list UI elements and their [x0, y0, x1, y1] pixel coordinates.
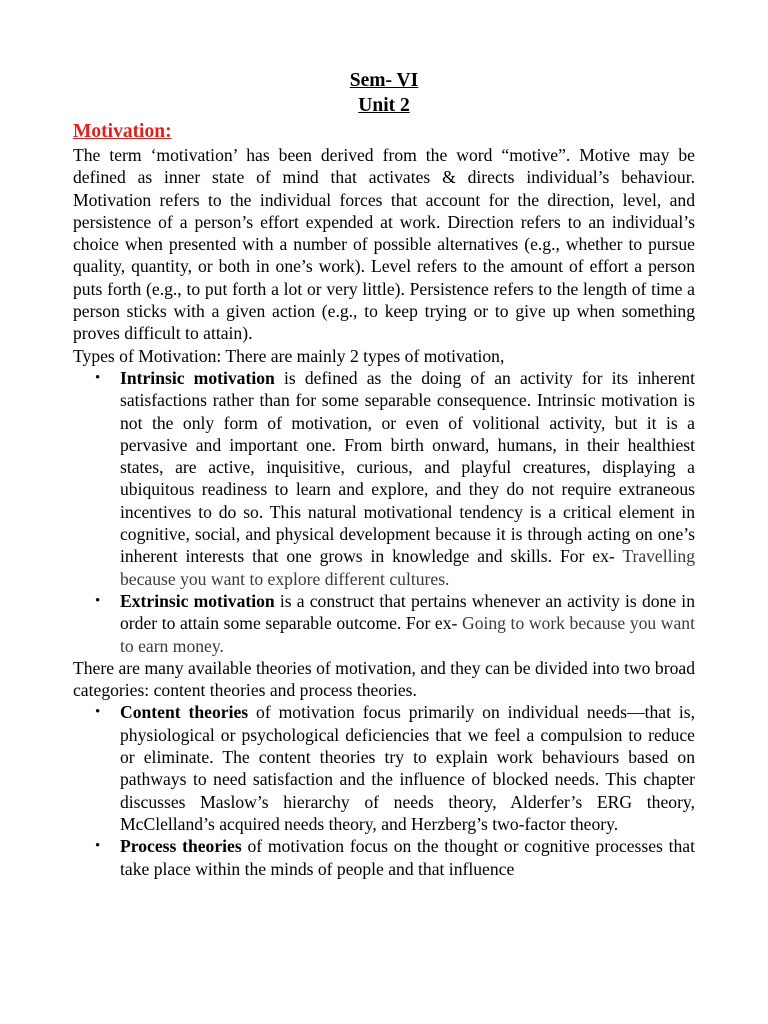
extrinsic-example: Going to work because you want to earn money.: [120, 613, 695, 656]
unit-heading: Unit 2: [358, 95, 410, 116]
term-process-theories: Process theories: [120, 836, 242, 857]
list-item-process-theories: [120, 835, 695, 880]
intrinsic-text: is defined as the doing of an activity for its inherent satisfactions rather than for some separable consequence. Intrinsic motivation is not the only form of motivation, or even of volitional activity, but it is a pervasive and important one. From birth onward, humans, in their healthiest states, are active, inquisitive, curious, and playful creatures, displaying a ubiquitous readiness to learn and explore, and they do not require extraneous incentives to do so. This natural motivational tendency is a critical element in cognitive, social, and physical development because it is through acting on one’s inherent interests that one grows in knowledge and skills. For ex-: [120, 367, 695, 567]
list-item-content-theories: [120, 701, 695, 835]
document-page: [73, 68, 695, 880]
term-extrinsic: Extrinsic motivation: [120, 590, 275, 611]
intro-paragraph: The term ‘motivation’ has been derived from the word “motive”. Motive may be defined as inner state of mind that activates & directs individual’s behaviour. Motivation refers to the individual forces that account for the direction, level, and persistence of a person’s effort expended at work. Direction refers to an individual’s choice when presented with a number of possible alternatives (e.g., whether to pursue quality, quantity, or both in one’s work). Level refers to the amount of effort a person puts forth (e.g., to put forth a lot or very little). Persistence refers to the length of time a person sticks with a given action (e.g., to keep trying or to give up when something proves difficult to attain).: [73, 145, 695, 344]
types-list: [73, 367, 695, 657]
types-intro: Types of Motivation: There are mainly 2 types of motivation,: [73, 345, 505, 366]
intrinsic-example: Travelling because you want to explore different cultures.: [120, 546, 695, 589]
extrinsic-text: is a construct that pertains whenever an activity is done in order to attain some separable outcome. For ex-: [120, 590, 695, 634]
term-content-theories: Content theories: [120, 702, 249, 723]
theories-list: [73, 701, 695, 879]
theories-intro: There are many available theories of motivation, and they can be divided into two broad categories: content theories and process theories.: [73, 657, 695, 701]
list-item-extrinsic: [120, 590, 695, 657]
semester-heading: Sem- VI: [349, 70, 419, 91]
list-item-intrinsic: [120, 367, 695, 590]
process-theories-text: of motivation focus on the thought or cognitive processes that take place within the minds of people and that influence: [120, 836, 695, 879]
section-title: Motivation:: [73, 121, 172, 142]
term-intrinsic: Intrinsic motivation: [120, 367, 275, 388]
content-theories-text: of motivation focus primarily on individual needs—that is, physiological or psychological deficiencies that we feel a compulsion to reduce or eliminate. The content theories try to explain work behaviours based on pathways to need satisfaction and the influence of blocked needs. This chapter discusses Maslow’s hierarchy of needs theory, Alderfer’s ERG theory, McClelland’s acquired needs theory, and Herzberg’s two-factor theory.: [120, 702, 695, 834]
